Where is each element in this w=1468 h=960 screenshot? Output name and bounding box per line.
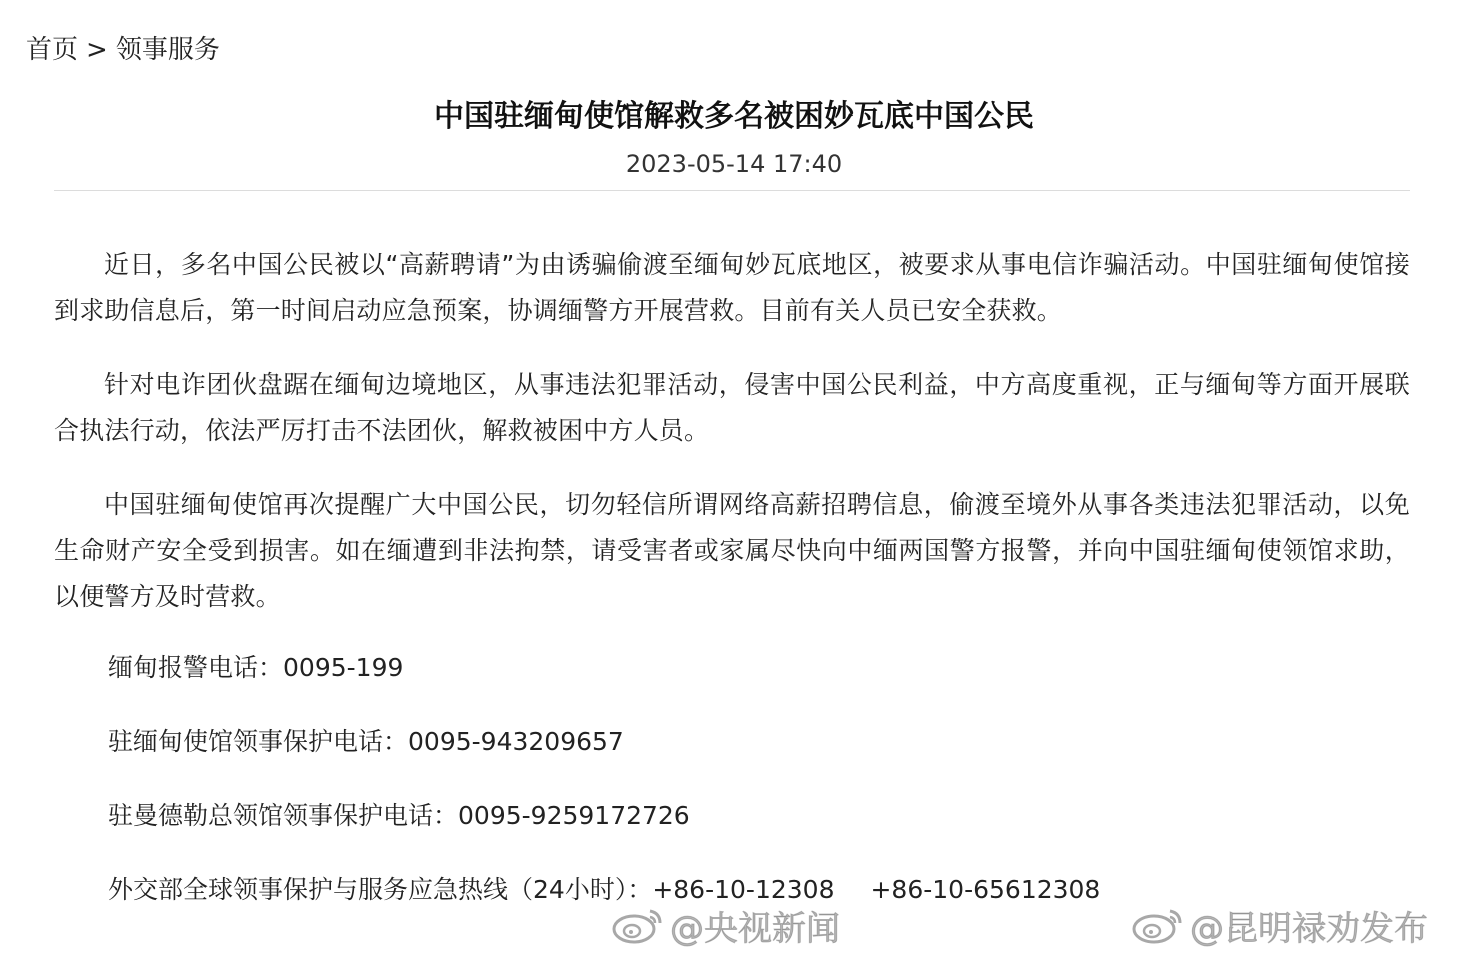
contact-phone: 0095-199 — [283, 653, 404, 682]
article-body — [54, 242, 1410, 620]
article-paragraph-2: 针对电诈团伙盘踞在缅甸边境地区，从事违法犯罪活动，侵害中国公民利益，中方高度重视，正与缅甸等方面开展联合执法行动，依法严厉打击不法团伙，解救被困中方人员。 — [54, 370, 1410, 445]
watermark-left-text: @央视新闻 — [670, 908, 840, 949]
contact-label: 外交部全球领事保护与服务应急热线（24小时）： — [108, 875, 653, 904]
contact-phone: 0095-943209657 — [408, 727, 624, 756]
breadcrumb-separator: > — [86, 35, 108, 65]
article-title: 中国驻缅甸使馆解救多名被困妙瓦底中国公民 — [434, 99, 1034, 134]
breadcrumb-current-link[interactable]: 领事服务 — [115, 35, 220, 65]
weibo-icon — [610, 905, 666, 945]
contact-mandalay-consulate — [54, 798, 1410, 834]
contact-label: 驻缅甸使馆领事保护电话： — [108, 727, 409, 756]
watermark-right — [1130, 902, 1428, 948]
contact-myanmar-police — [54, 650, 1410, 686]
watermark-right-text: @昆明禄劝发布 — [1190, 908, 1428, 949]
contact-phone-secondary: +86-10-65612308 — [870, 875, 1101, 904]
contact-phone: 0095-9259172726 — [458, 801, 690, 830]
article-date: 2023-05-14 17:40 — [625, 150, 843, 178]
contact-embassy — [54, 724, 1410, 760]
contact-label: 缅甸报警电话： — [108, 653, 284, 682]
article-paragraph-1: 近日，多名中国公民被以“高薪聘请”为由诱骗偷渡至缅甸妙瓦底地区，被要求从事电信诈骗活动。中国驻缅甸使馆接到求助信息后，第一时间启动应急预案，协调缅警方开展营救。目前有关人员已安全获救。 — [54, 250, 1410, 325]
article-paragraph-3: 中国驻缅甸使馆再次提醒广大中国公民，切勿轻信所谓网络高薪招聘信息，偷渡至境外从事各类违法犯罪活动，以免生命财产安全受到损害。如在缅遭到非法拘禁，请受害者或家属尽快向中缅两国警方报警，并向中国驻缅甸使领馆求助，以便警方及时营救。 — [54, 490, 1410, 611]
watermark-left — [610, 902, 840, 948]
title-divider — [54, 190, 1410, 191]
contact-list — [54, 650, 1410, 908]
breadcrumb — [26, 32, 220, 68]
contact-label: 驻曼德勒总领馆领事保护电话： — [108, 801, 459, 830]
breadcrumb-home-link[interactable]: 首页 — [26, 35, 79, 65]
weibo-icon — [1130, 905, 1186, 945]
contact-phone: +86-10-12308 — [652, 875, 835, 904]
